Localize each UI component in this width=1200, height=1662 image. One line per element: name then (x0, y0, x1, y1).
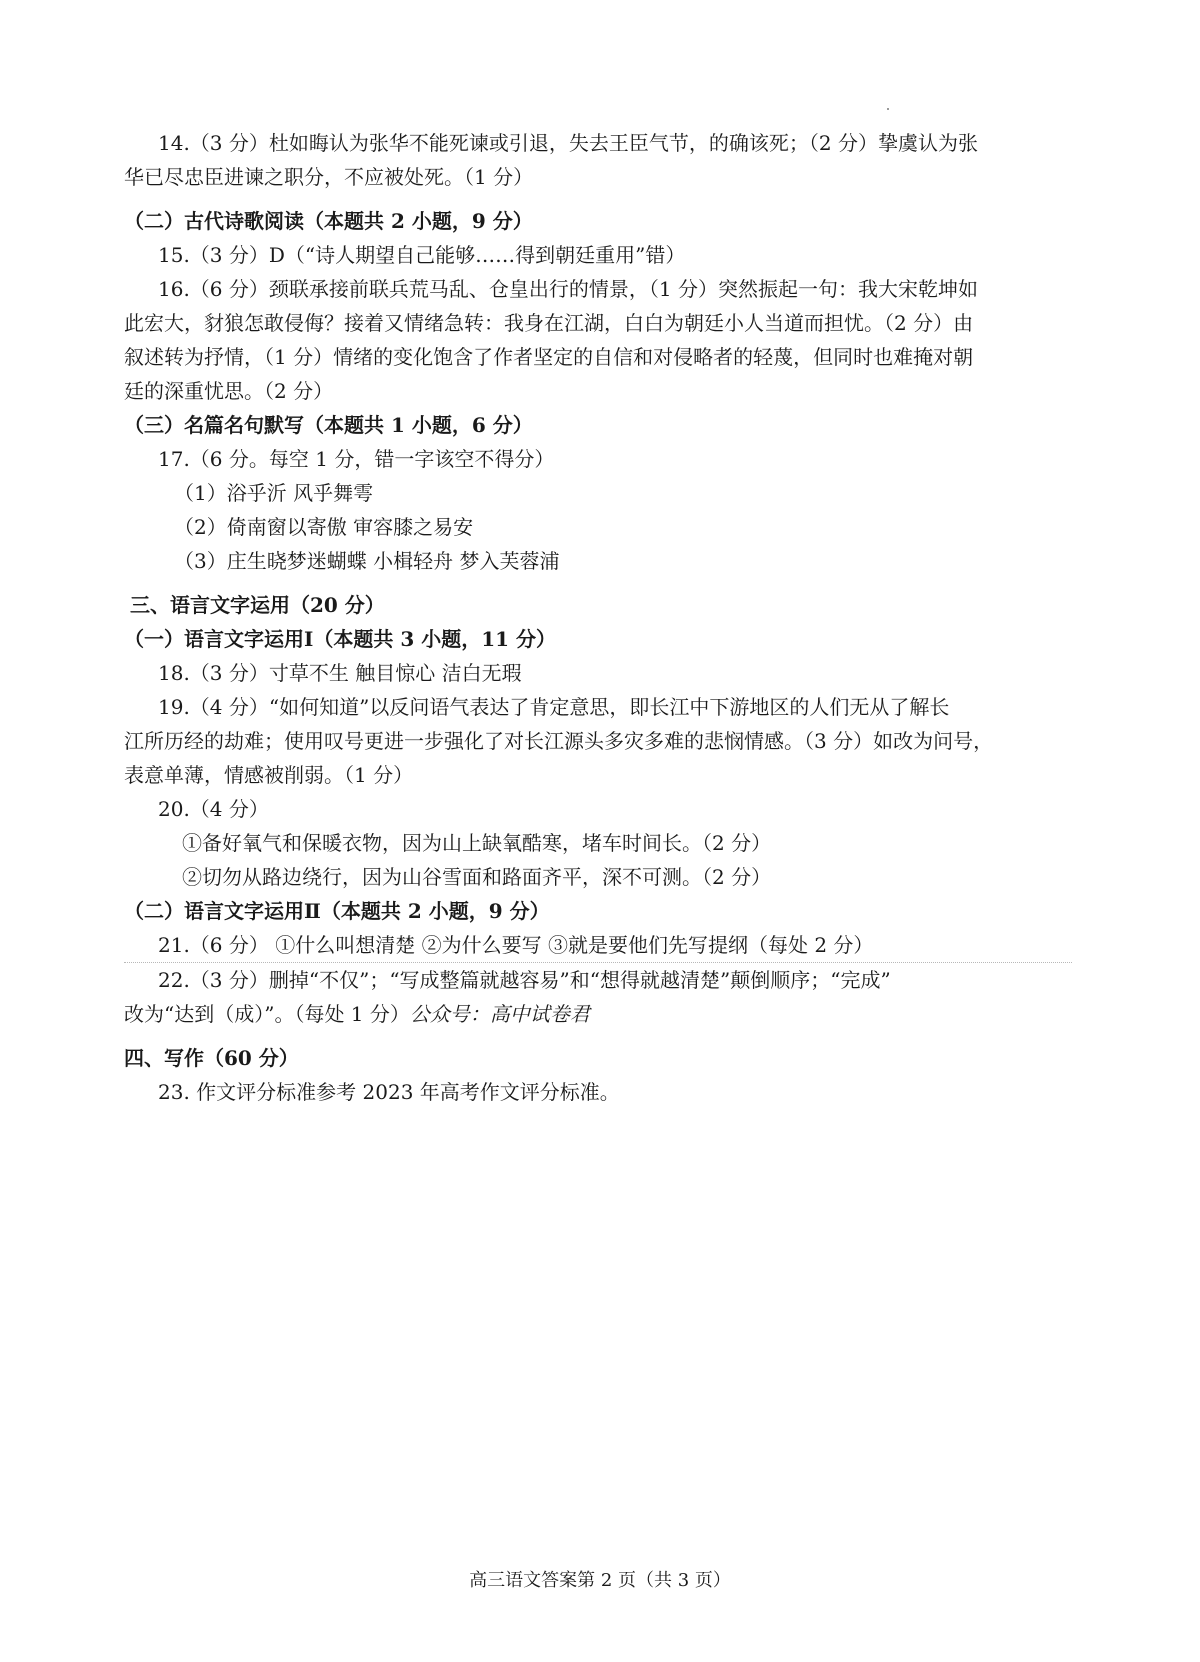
q19-line-3: 表意单薄，情感被削弱。（1 分） (124, 763, 414, 787)
q18-answer: 18.（3 分）寸草不生 触目惊心 洁白无瑕 (158, 661, 522, 685)
q16-line-4: 廷的深重忧思。（2 分） (124, 379, 334, 403)
q14-line-1: 14.（3 分）杜如晦认为张华不能死谏或引退，失去王臣气节，的确该死；（2 分）挚虞认为张 (158, 131, 978, 155)
scan-speck (887, 108, 889, 110)
watermark-text: 公众号：高中试卷君 (409, 1002, 590, 1026)
q17-answer-2: （2）倚南窗以寄傲 审容膝之易安 (174, 515, 474, 539)
answer-sheet-page (124, 126, 1072, 1109)
q17-intro: 17.（6 分。每空 1 分，错一字该空不得分） (158, 447, 555, 471)
part-heading-language: 三、语言文字运用（20 分） (130, 593, 385, 617)
q16-line-3: 叙述转为抒情，（1 分）情绪的变化饱含了作者坚定的自信和对侵略者的轻蔑，但同时也难掩对朝 (124, 345, 974, 369)
q22-line-2 (124, 997, 1072, 1031)
q20-answer-1: ①备好氧气和保暖衣物，因为山上缺氧酷寒，堵车时间长。（2 分） (182, 831, 772, 855)
q14-line-2: 华已尽忠臣进谏之职分，不应被处死。（1 分） (124, 165, 534, 189)
q23-answer: 23. 作文评分标准参考 2023 年高考作文评分标准。 (158, 1080, 620, 1104)
q20-intro: 20.（4 分） (158, 797, 269, 821)
part-heading-writing: 四、写作（60 分） (124, 1046, 299, 1070)
q16-line-2: 此宏大，豺狼怎敢侵侮？接着又情绪急转：我身在江湖，白白为朝廷小人当道而担忧。（2 分）由 (124, 311, 974, 335)
q20-answer-2: ②切勿从路边绕行，因为山谷雪面和路面齐平，深不可测。（2 分） (182, 865, 772, 889)
q22-line-1: 22.（3 分）删掉“不仅”；“写成整篇就越容易”和“想得就越清楚”颠倒顺序；“完成” (158, 968, 891, 992)
section-heading-recitation: （三）名篇名句默写（本题共 1 小题，6 分） (124, 413, 533, 437)
page-footer: 高三语文答案第 2 页（共 3 页） (469, 1570, 731, 1591)
section-heading-language-2: （二）语言文字运用Ⅱ（本题共 2 小题，9 分） (124, 899, 550, 923)
q17-answer-1: （1）浴乎沂 风乎舞雩 (174, 481, 374, 505)
section-heading-poetry: （二）古代诗歌阅读（本题共 2 小题，9 分） (124, 209, 533, 233)
q22-line-2-text: 改为“达到（成）”。（每处 1 分） (124, 1002, 410, 1026)
q17-answer-3: （3）庄生晓梦迷蝴蝶 小楫轻舟 梦入芙蓉浦 (174, 549, 560, 573)
q16-line-1: 16.（6 分）颈联承接前联兵荒马乱、仓皇出行的情景，（1 分）突然振起一句：我大宋乾坤如 (158, 277, 978, 301)
q15-answer: 15.（3 分）D（“诗人期望自己能够……得到朝廷重用”错） (158, 243, 686, 267)
q19-line-1: 19.（4 分）“如何知道”以反问语气表达了肯定意思，即长江中下游地区的人们无从了解长 (158, 695, 950, 719)
q19-line-2: 江所历经的劫难；使用叹号更进一步强化了对长江源头多灾多难的悲悯情感。（3 分）如改为问号， (124, 729, 994, 753)
q21-answer: 21.（6 分） ①什么叫想清楚 ②为什么要写 ③就是要他们先写提纲（每处 2 分） (124, 928, 1072, 963)
section-heading-language-1: （一）语言文字运用Ⅰ（本题共 3 小题，11 分） (124, 627, 556, 651)
